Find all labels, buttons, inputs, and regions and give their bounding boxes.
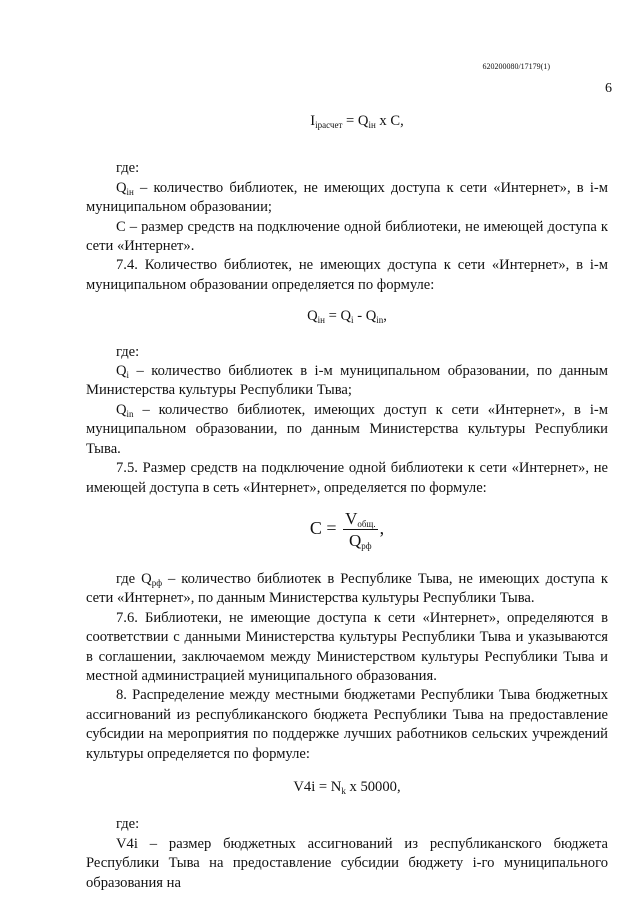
paragraph-7-4: 7.4. Количество библиотек, не имеющих доступа к сети «Интернет», в i-м муниципальном образовании определяется по формуле: [86,257,608,293]
paragraph-c: С – размер средств на подключение одной библиотеки, не имеющей доступа к сети «Интернет». [86,218,608,255]
paragraph-v4i: V4i – размер бюджетных ассигнований из республиканского бюджета Республики Тыва на предоставление субсидии бюджету i-го муниципального образования на [86,835,608,891]
where-label: где: [116,343,140,360]
document-number: 620200080/17179(1) [482,62,550,71]
paragraph-q-i: $Q_i$ – количество библиотек в i-м муниципальном образовании, по данным Министерства культуры Республики Тыва; [86,363,608,399]
paragraph-8: 8. Распределение между местными бюджетами Республики Тыва бюджетных ассигнований из республиканского бюджета Республики Тыва на предоставление субсидии на мероприятия по поддержке лучших работников сельских учреждений культуры определяется по формуле: [86,687,608,762]
formula-i-raschet: $I_{iрасчет} = Q_{iн}$ x C, [310,113,404,130]
formula-c: С = $\frac{V_{общ.}}{Q_{рф}}$ , [309,508,385,551]
paragraph-q-rf: где $Q_{рф}$ – количество библиотек в Республике Тыва, не имеющих доступа к сети «Интернет», по данным Министерства культуры Республики Тыва. [86,570,608,607]
page-number: 6 [605,81,612,96]
paragraph-7-6: 7.6. Библиотеки, не имеющие доступа к сети «Интернет», определяются в соответствии с данными Министерства культуры Республики Тыва и указываются в соглашении, заключаемом между Министерством культуры Республики Тыва и местной администрацией муниципального образования. [86,609,608,684]
paragraph-7-5: 7.5. Размер средств на подключение одной библиотеки к сети «Интернет», не имеющей доступа в сеть «Интернет», определяется по формуле: [86,460,608,496]
where-label: где: [116,816,140,833]
fraction-denominator: $Q_{рф}$ [349,530,372,551]
formula-v4i: $V4i = N_k$ x 50000, [293,778,401,796]
fraction-numerator: $V_{общ.}$ [345,508,376,529]
fraction [343,510,378,550]
where-label: где: [116,160,140,177]
formula-q-in: $Q_{iн} = Q_i - Q_{in}$, [307,308,387,326]
document-body [86,112,608,893]
paragraph-q-in-access: $Q_{in}$ – количество библиотек, имеющих доступ к сети «Интернет», в i-м муниципальном образовании, по данным Министерства культуры Республики Тыва. [86,401,608,457]
paragraph-q-in: $Q_{iн}$ – количество библиотек, не имеющих доступа к сети «Интернет», в i-м муниципальном образовании; [86,179,608,216]
